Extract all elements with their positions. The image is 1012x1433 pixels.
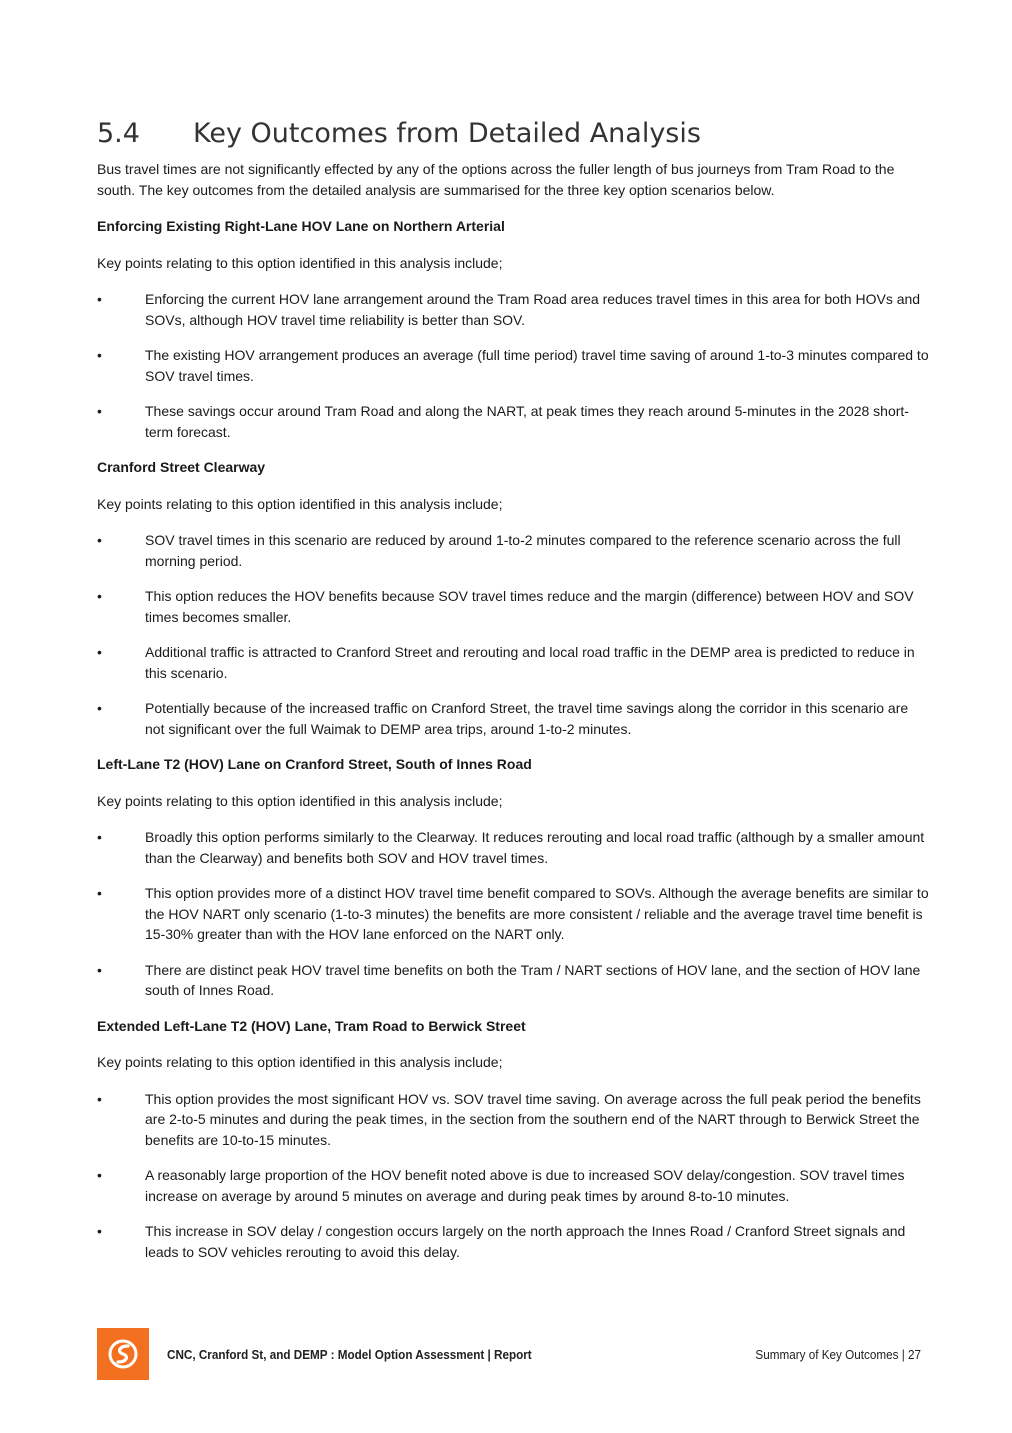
list-item-text: SOV travel times in this scenario are reduced by around 1-to-2 minutes compared to the reference scenario across the full morning period. bbox=[145, 532, 901, 569]
list-item bbox=[97, 401, 929, 442]
list-item bbox=[97, 586, 929, 627]
list-item-text: The existing HOV arrangement produces an average (full time period) travel time saving of around 1-to-3 minutes compared to SOV travel times. bbox=[145, 347, 929, 384]
bullet-icon: • bbox=[97, 347, 102, 363]
bullet-list bbox=[97, 1089, 929, 1263]
list-item-text: This option provides more of a distinct HOV travel time benefit compared to SOVs. Although the average benefits are similar to the HOV NART only scenario (1-to-3 minutes) the benefits are more consistent / reliable and the average travel time benefit is 15-30% greater than with the HOV lane enforced on the NART only. bbox=[145, 885, 929, 942]
bullet-icon: • bbox=[97, 885, 102, 901]
list-item bbox=[97, 642, 929, 683]
bullet-icon: • bbox=[97, 961, 102, 978]
list-item-text: This option reduces the HOV benefits because SOV travel times reduce and the margin (difference) between HOV and SOV times becomes smaller. bbox=[145, 588, 914, 625]
list-item bbox=[97, 289, 929, 330]
subsection-lead: Key points relating to this option identified in this analysis include; bbox=[97, 792, 503, 809]
list-item-text: These savings occur around Tram Road and along the NART, at peak times they reach around 5-minutes in the 2028 short-term forecast. bbox=[145, 403, 909, 440]
list-item bbox=[97, 1089, 929, 1151]
list-item-text: Enforcing the current HOV lane arrangement around the Tram Road area reduces travel times in this area for both HOVs and SOVs, although HOV travel time reliability is better than SOV. bbox=[145, 291, 921, 328]
list-item bbox=[97, 1221, 929, 1262]
list-item-text: Broadly this option performs similarly to the Clearway. It reduces rerouting and local road traffic (although by a smaller amount than the Clearway) and benefits both SOV and HOV travel times. bbox=[145, 829, 925, 866]
bullet-icon: • bbox=[97, 1167, 102, 1183]
bullet-list bbox=[97, 530, 929, 739]
page-footer bbox=[97, 1328, 921, 1380]
subsection-lead: Key points relating to this option identified in this analysis include; bbox=[97, 1054, 503, 1070]
bullet-icon: • bbox=[97, 532, 102, 548]
section-number: 5.4 bbox=[97, 118, 140, 149]
bullet-icon: • bbox=[97, 700, 102, 716]
report-title: CNC, Cranford St, and DEMP : Model Option Assessment | Report bbox=[167, 1347, 532, 1362]
subsection-lead: Key points relating to this option identified in this analysis include; bbox=[97, 495, 503, 512]
bullet-list bbox=[97, 827, 929, 1001]
list-item-text: This increase in SOV delay / congestion occurs largely on the north approach the Innes Road / Cranford Street signals and leads to SOV vehicles rerouting to avoid this delay. bbox=[145, 1223, 906, 1260]
document-page bbox=[97, 118, 929, 1277]
bullet-icon: • bbox=[97, 1090, 102, 1107]
bullet-icon: • bbox=[97, 1223, 102, 1239]
list-item-text: A reasonably large proportion of the HOV benefit noted above is due to increased SOV delay/congestion. SOV travel times increase on average by around 5 minutes on average and during peak times by around 8-to-10 minutes. bbox=[145, 1167, 905, 1204]
subsection-heading: Extended Left-Lane T2 (HOV) Lane, Tram Road to Berwick Street bbox=[97, 1017, 526, 1034]
company-logo bbox=[97, 1328, 149, 1380]
bullet-icon: • bbox=[97, 291, 102, 307]
list-item bbox=[97, 530, 929, 571]
list-item bbox=[97, 698, 929, 739]
subsection-heading: Enforcing Existing Right-Lane HOV Lane on Northern Arterial bbox=[97, 218, 505, 234]
bullet-icon: • bbox=[97, 644, 102, 660]
bullet-list bbox=[97, 289, 929, 442]
list-item bbox=[97, 827, 929, 868]
list-item-text: There are distinct peak HOV travel time benefits on both the Tram / NART sections of HOV lane, and the section of HOV lane south of Innes Road. bbox=[145, 961, 921, 998]
list-item-text: This option provides the most significant HOV vs. SOV travel time saving. On average across the full peak period the benefits are 2-to-5 minutes and during the peak times, in the section from the southern end of the NART through to Berwick Street the benefits are 10-to-15 minutes. bbox=[145, 1090, 921, 1148]
list-item bbox=[97, 345, 929, 386]
bullet-icon: • bbox=[97, 829, 102, 845]
list-item bbox=[97, 883, 929, 945]
bullet-icon: • bbox=[97, 403, 102, 419]
logo-mark-icon bbox=[107, 1338, 139, 1370]
bullet-icon: • bbox=[97, 588, 102, 604]
subsections bbox=[97, 216, 929, 1262]
section-title: Key Outcomes from Detailed Analysis bbox=[193, 118, 701, 149]
list-item-text: Potentially because of the increased traffic on Cranford Street, the travel time savings along the corridor in this scenario are not significant over the full Waimak to DEMP area trips, around 1-to-2 minutes. bbox=[145, 700, 909, 737]
subsection-heading: Cranford Street Clearway bbox=[97, 459, 266, 475]
list-item bbox=[97, 960, 929, 1001]
section-heading bbox=[97, 118, 929, 149]
list-item-text: Additional traffic is attracted to Cranford Street and rerouting and local road traffic in the DEMP area is predicted to reduce in this scenario. bbox=[145, 644, 915, 681]
subsection-heading: Left-Lane T2 (HOV) Lane on Cranford Street, South of Innes Road bbox=[97, 756, 532, 772]
page-label: Summary of Key Outcomes | 27 bbox=[755, 1347, 921, 1362]
list-item bbox=[97, 1165, 929, 1206]
subsection-lead: Key points relating to this option identified in this analysis include; bbox=[97, 254, 503, 271]
intro-paragraph: Bus travel times are not significantly effected by any of the options across the fuller length of bus journeys from Tram Road to the south. The key outcomes from the detailed analysis are summarised for the three key option scenarios below. bbox=[97, 161, 895, 198]
